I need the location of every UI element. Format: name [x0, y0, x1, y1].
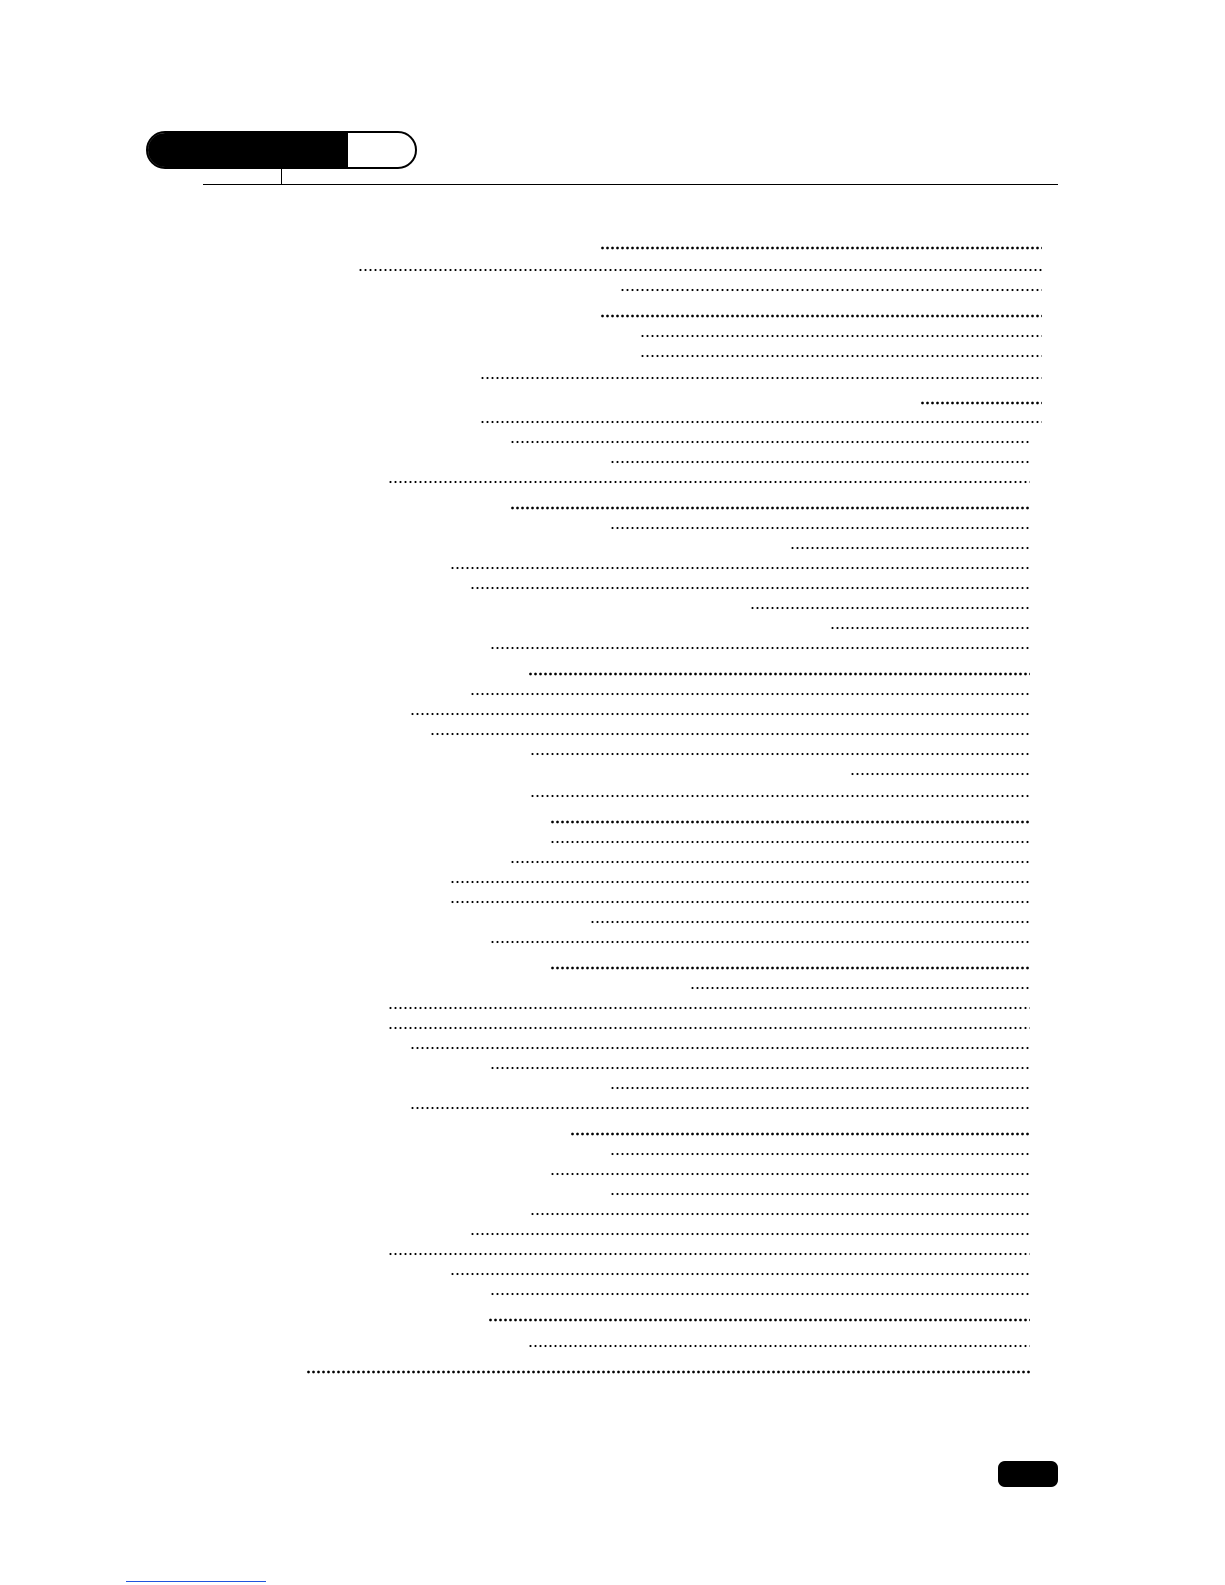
toc-entry-leader[interactable] — [600, 314, 1042, 318]
toc-entry-leader[interactable] — [530, 1212, 1030, 1216]
toc-entry-leader[interactable] — [640, 354, 1042, 358]
toc-entry-leader[interactable] — [470, 1232, 1030, 1236]
toc-entry-leader[interactable] — [450, 1272, 1030, 1276]
toc-entry-leader[interactable] — [480, 420, 1042, 424]
toc-entry-leader[interactable] — [490, 1066, 1030, 1070]
toc-entry-leader[interactable] — [750, 606, 1030, 610]
toc-entry-leader[interactable] — [530, 752, 1030, 756]
toc-entry-leader[interactable] — [410, 1106, 1030, 1110]
toc-entry-leader[interactable] — [490, 1292, 1030, 1296]
header-rule — [203, 184, 1058, 185]
toc-entry-leader[interactable] — [410, 712, 1030, 716]
toc-entry-leader[interactable] — [388, 480, 1030, 484]
toc-entry-leader[interactable] — [450, 900, 1030, 904]
toc-entry-leader[interactable] — [570, 1132, 1030, 1136]
chapter-header-tab — [146, 131, 417, 169]
toc-entry-leader[interactable] — [550, 966, 1030, 970]
toc-entry-leader[interactable] — [790, 546, 1030, 550]
toc-entry-leader[interactable] — [388, 1026, 1030, 1030]
toc-entry-leader[interactable] — [850, 772, 1030, 776]
header-rule-tick — [281, 169, 282, 184]
toc-entry-leader[interactable] — [410, 1046, 1030, 1050]
toc-entry-leader[interactable] — [450, 880, 1030, 884]
toc-entry-leader[interactable] — [470, 586, 1030, 590]
toc-entry-leader[interactable] — [480, 376, 1042, 380]
toc-entry-leader[interactable] — [510, 860, 1030, 864]
toc-entry-leader[interactable] — [830, 626, 1030, 630]
toc-entry-leader[interactable] — [430, 732, 1030, 736]
toc-entry-leader[interactable] — [490, 646, 1030, 650]
toc-entry-leader[interactable] — [550, 1172, 1030, 1176]
toc-entry-leader[interactable] — [610, 1152, 1030, 1156]
footer-link[interactable] — [126, 1581, 266, 1582]
page-number-badge — [998, 1461, 1058, 1487]
toc-entry-leader[interactable] — [610, 526, 1030, 530]
toc-entry-leader[interactable] — [920, 401, 1042, 405]
toc-entry-leader[interactable] — [510, 440, 1030, 444]
toc-entry-leader[interactable] — [600, 246, 1042, 250]
toc-entry-leader[interactable] — [690, 986, 1030, 990]
toc-entry-leader[interactable] — [470, 692, 1030, 696]
chapter-header-tab-fill — [148, 133, 348, 167]
toc-entry-leader[interactable] — [388, 1006, 1030, 1010]
toc-entry-leader[interactable] — [610, 1192, 1030, 1196]
toc-entry-leader[interactable] — [620, 288, 1042, 292]
toc-entry-leader[interactable] — [306, 1370, 1030, 1374]
toc-entry-leader[interactable] — [510, 506, 1030, 510]
toc-entry-leader[interactable] — [388, 1252, 1030, 1256]
toc-entry-leader[interactable] — [488, 1318, 1030, 1322]
toc-entry-leader[interactable] — [528, 672, 1030, 676]
toc-entry-leader[interactable] — [610, 1086, 1030, 1090]
toc-entry-leader[interactable] — [450, 566, 1030, 570]
toc-entry-leader[interactable] — [490, 940, 1030, 944]
toc-entry-leader[interactable] — [590, 920, 1030, 924]
toc-entry-leader[interactable] — [550, 840, 1030, 844]
toc-entry-leader[interactable] — [528, 1344, 1030, 1348]
toc-entry-leader[interactable] — [640, 334, 1042, 338]
toc-entry-leader[interactable] — [530, 794, 1030, 798]
toc-entry-leader[interactable] — [358, 268, 1042, 272]
toc-entry-leader[interactable] — [550, 820, 1030, 824]
toc-entry-leader[interactable] — [610, 460, 1030, 464]
